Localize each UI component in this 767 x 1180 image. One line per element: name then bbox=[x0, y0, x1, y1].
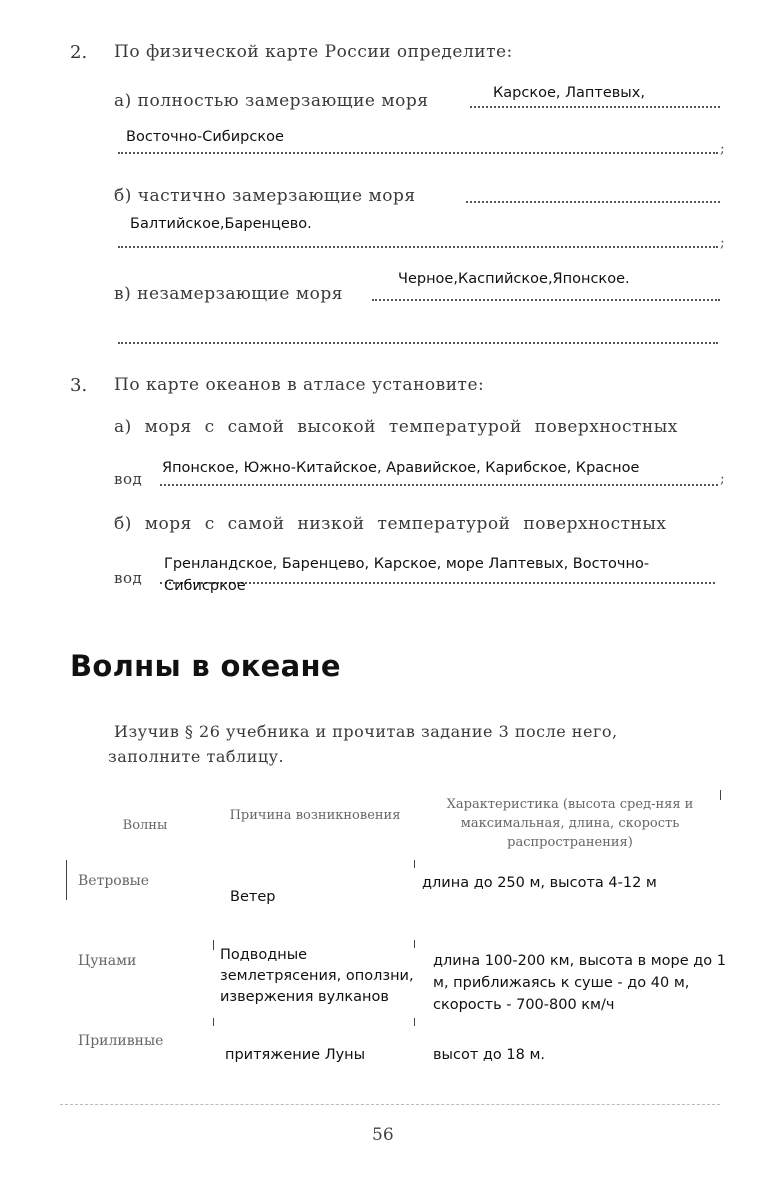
answer-line bbox=[160, 484, 718, 486]
table-row-characteristic[interactable]: длина до 250 м, высота 4-12 м bbox=[422, 875, 657, 891]
task-3b-label: б) моря с самой низкой температурой поверхностных bbox=[114, 514, 667, 534]
answer-line bbox=[118, 246, 718, 248]
table-row-wave: Цунами bbox=[78, 953, 137, 969]
instruction-line-1: Изучив § 26 учебника и прочитав задание 3 после него, bbox=[114, 722, 618, 741]
task-2a-answer-line1[interactable]: Карское, Лаптевых, bbox=[493, 85, 645, 101]
task-3-number: 3. bbox=[70, 375, 88, 396]
page-number: 56 bbox=[372, 1125, 394, 1145]
answer-line bbox=[372, 299, 720, 301]
task-2c-answer[interactable]: Черное,Каспийское,Японское. bbox=[398, 271, 630, 287]
task-2a-answer-line2[interactable]: Восточно-Сибирское bbox=[126, 129, 284, 145]
table-row-cause[interactable]: Подводные землетрясения, оползни, извержения вулканов bbox=[220, 947, 414, 1005]
table-header-cause: Причина возникновения bbox=[229, 808, 401, 823]
answer-line bbox=[118, 152, 718, 154]
answer-line bbox=[118, 342, 718, 344]
table-row-characteristic[interactable]: длина 100-200 км, высота в море до 1 м, приближаясь к суше - до 40 м, скорость - 700-800 км/ч bbox=[433, 953, 727, 1013]
task-3a-label: а) моря с самой высокой температурой поверхностных bbox=[114, 417, 678, 437]
task-3-prompt: По карте океанов в атласе установите: bbox=[114, 375, 485, 395]
table-row-cause[interactable]: Ветер bbox=[230, 889, 276, 905]
table-header-characteristic: Характеристика (высота сред-няя и максимальная, длина, скорость распространения) bbox=[446, 797, 694, 850]
instruction-line-2: заполните таблицу. bbox=[108, 747, 285, 766]
task-2-number: 2. bbox=[70, 42, 88, 63]
table-row-wave: Ветровые bbox=[78, 873, 150, 889]
answer-line bbox=[466, 201, 720, 203]
task-3b-label-cont: вод bbox=[114, 569, 143, 587]
task-3a-label-cont: вод bbox=[114, 470, 143, 488]
task-3b-answer-line1[interactable]: Гренландское, Баренцево, Карское, море Лаптевых, Восточно- bbox=[164, 556, 650, 572]
task-2b-label: б) частично замерзающие моря bbox=[114, 186, 416, 206]
section-title: Волны в океане bbox=[70, 649, 341, 683]
table-header-waves: Волны bbox=[122, 818, 168, 833]
task-2-prompt: По физической карте России определите: bbox=[114, 42, 513, 62]
table-bottom-rule bbox=[60, 1104, 720, 1105]
task-3b-answer-line2[interactable]: Сибисркое bbox=[164, 578, 246, 594]
table-row-wave: Приливные bbox=[78, 1033, 164, 1049]
task-3a-answer[interactable]: Японское, Южно-Китайское, Аравийское, Карибское, Красное bbox=[162, 460, 640, 476]
task-2c-label: в) незамерзающие моря bbox=[114, 284, 343, 304]
table-row-characteristic[interactable]: высот до 18 м. bbox=[433, 1047, 546, 1063]
task-2b-answer[interactable]: Балтийское,Баренцево. bbox=[130, 216, 312, 232]
answer-line bbox=[470, 106, 720, 108]
table-row-cause[interactable]: притяжение Луны bbox=[225, 1047, 366, 1063]
task-2a-label: а) полностью замерзающие моря bbox=[114, 91, 429, 111]
